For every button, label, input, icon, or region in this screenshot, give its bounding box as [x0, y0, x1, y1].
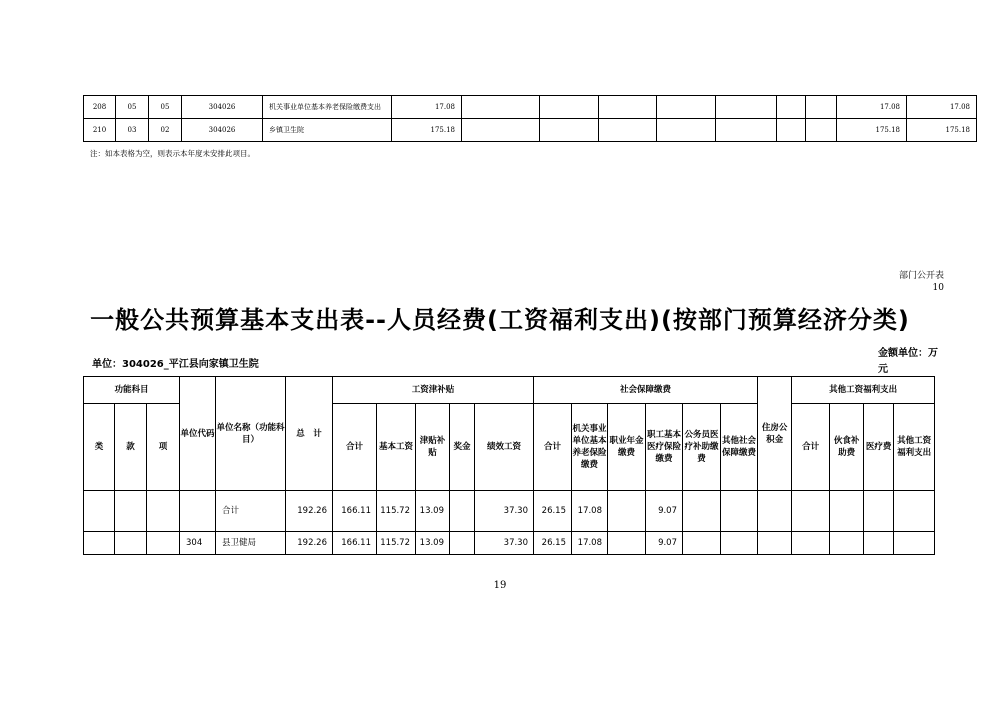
- header-unit-name: 单位名称（功能科目）: [216, 377, 286, 491]
- cell-bonus: [450, 532, 475, 555]
- header-basic-salary: 基本工资: [377, 404, 416, 491]
- cell-empty: [716, 96, 777, 119]
- cell-med-fee: [864, 532, 894, 555]
- cell-performance: 37.30: [475, 532, 534, 555]
- cell-housing: [758, 532, 792, 555]
- table-row: [84, 119, 977, 142]
- table-row: [84, 532, 935, 555]
- cell-salary-sum: 166.11: [333, 491, 377, 532]
- header-civil-medical: 公务员医疗补助缴费: [683, 404, 721, 491]
- cell-other-sum: [792, 491, 830, 532]
- cell-empty: [657, 119, 716, 142]
- cell-other-social: [721, 532, 758, 555]
- cell-value: 175.18: [907, 119, 977, 142]
- header-other-welfare: 其他工资福利支出: [894, 404, 935, 491]
- cell-value: 17.08: [907, 96, 977, 119]
- cell-empty: [657, 96, 716, 119]
- cell-lei: [84, 532, 115, 555]
- cell-civil-medical: [683, 532, 721, 555]
- cell-code: 304: [180, 532, 216, 555]
- amount-unit-label: 金额单位：万元: [878, 348, 938, 375]
- cell-empty: [462, 119, 540, 142]
- cell-housing: [758, 491, 792, 532]
- cell-pension: 17.08: [572, 491, 608, 532]
- cell-xiang: 05: [149, 96, 182, 119]
- cell-allowance: 13.09: [416, 491, 450, 532]
- personnel-expense-table: [83, 376, 935, 555]
- cell-value: 175.18: [837, 119, 907, 142]
- cell-medical: 9.07: [646, 532, 683, 555]
- cell-empty: [599, 96, 657, 119]
- cell-xiang: [147, 532, 180, 555]
- form-label: 部门公开表: [898, 271, 944, 281]
- cell-kuan: [115, 532, 147, 555]
- cell-kuan: [115, 491, 147, 532]
- cell-empty: [806, 96, 837, 119]
- header-xiang: 项: [147, 404, 180, 491]
- header-social-sum: 合计: [534, 404, 572, 491]
- cell-xiang: 02: [149, 119, 182, 142]
- header-kuan: 款: [115, 404, 147, 491]
- cell-total: 192.26: [286, 532, 333, 555]
- header-med-fee: 医疗费: [864, 404, 894, 491]
- header-bonus: 奖金: [450, 404, 475, 491]
- table-row: [84, 491, 935, 532]
- cell-social-sum: 26.15: [534, 532, 572, 555]
- unit-label: 单位：304026_平江县向家镇卫生院: [92, 359, 259, 370]
- cell-basic-salary: 115.72: [377, 491, 416, 532]
- cell-empty: [540, 96, 599, 119]
- cell-pension: 17.08: [572, 532, 608, 555]
- cell-civil-medical: [683, 491, 721, 532]
- cell-empty: [540, 119, 599, 142]
- cell-medical: 9.07: [646, 491, 683, 532]
- cell-xiang: [147, 491, 180, 532]
- header-total: 总 计: [286, 377, 333, 491]
- cell-code: 304026: [182, 96, 263, 119]
- header-other-sum: 合计: [792, 404, 830, 491]
- cell-lei: [84, 491, 115, 532]
- cell-performance: 37.30: [475, 491, 534, 532]
- cell-annuity: [608, 532, 646, 555]
- header-func-subject: 功能科目: [84, 377, 180, 404]
- header-salary-sum: 合计: [333, 404, 377, 491]
- cell-social-sum: 26.15: [534, 491, 572, 532]
- top-continuation-table: [83, 95, 977, 142]
- header-allowance: 津贴补贴: [416, 404, 450, 491]
- cell-basic-salary: 115.72: [377, 532, 416, 555]
- cell-other-welfare: [894, 491, 935, 532]
- cell-empty: [777, 119, 806, 142]
- header-medical: 职工基本医疗保险缴费: [646, 404, 683, 491]
- cell-empty: [599, 119, 657, 142]
- header-unit-code: 单位代码: [180, 377, 216, 491]
- cell-name: 县卫健局: [216, 532, 286, 555]
- cell-other-social: [721, 491, 758, 532]
- cell-lei: 210: [84, 119, 116, 142]
- header-other-group: 其他工资福利支出: [792, 377, 935, 404]
- cell-empty: [777, 96, 806, 119]
- cell-other-welfare: [894, 532, 935, 555]
- header-row: [84, 377, 935, 404]
- header-meal: 伙食补助费: [830, 404, 864, 491]
- cell-empty: [462, 96, 540, 119]
- cell-meal: [830, 532, 864, 555]
- cell-total: 192.26: [286, 491, 333, 532]
- header-performance: 绩效工资: [475, 404, 534, 491]
- cell-value: 17.08: [837, 96, 907, 119]
- cell-kuan: 03: [116, 119, 149, 142]
- cell-empty: [806, 119, 837, 142]
- form-number: 10: [932, 283, 944, 293]
- cell-allowance: 13.09: [416, 532, 450, 555]
- cell-meal: [830, 491, 864, 532]
- cell-total: 17.08: [392, 96, 462, 119]
- header-pension: 机关事业单位基本养老保险缴费: [572, 404, 608, 491]
- page-title: 一般公共预算基本支出表--人员经费(工资福利支出)(按部门预算经济分类): [90, 306, 910, 334]
- header-housing: 住房公积金: [758, 377, 792, 491]
- cell-empty: [716, 119, 777, 142]
- cell-name: 合计: [216, 491, 286, 532]
- cell-med-fee: [864, 491, 894, 532]
- table-row: [84, 96, 977, 119]
- cell-bonus: [450, 491, 475, 532]
- page-number: 19: [493, 580, 507, 591]
- cell-code: [180, 491, 216, 532]
- header-lei: 类: [84, 404, 115, 491]
- table-note: 注：如本表格为空，则表示本年度未安排此项目。: [90, 149, 255, 158]
- header-social-group: 社会保障缴费: [534, 377, 758, 404]
- cell-salary-sum: 166.11: [333, 532, 377, 555]
- cell-code: 304026: [182, 119, 263, 142]
- cell-kuan: 05: [116, 96, 149, 119]
- header-other-social: 其他社会保障缴费: [721, 404, 758, 491]
- header-annuity: 职业年金缴费: [608, 404, 646, 491]
- cell-total: 175.18: [392, 119, 462, 142]
- cell-name: 机关事业单位基本养老保险缴费支出: [263, 96, 392, 119]
- cell-annuity: [608, 491, 646, 532]
- cell-other-sum: [792, 532, 830, 555]
- cell-name: 乡镇卫生院: [263, 119, 392, 142]
- cell-lei: 208: [84, 96, 116, 119]
- header-salary-group: 工资津补贴: [333, 377, 534, 404]
